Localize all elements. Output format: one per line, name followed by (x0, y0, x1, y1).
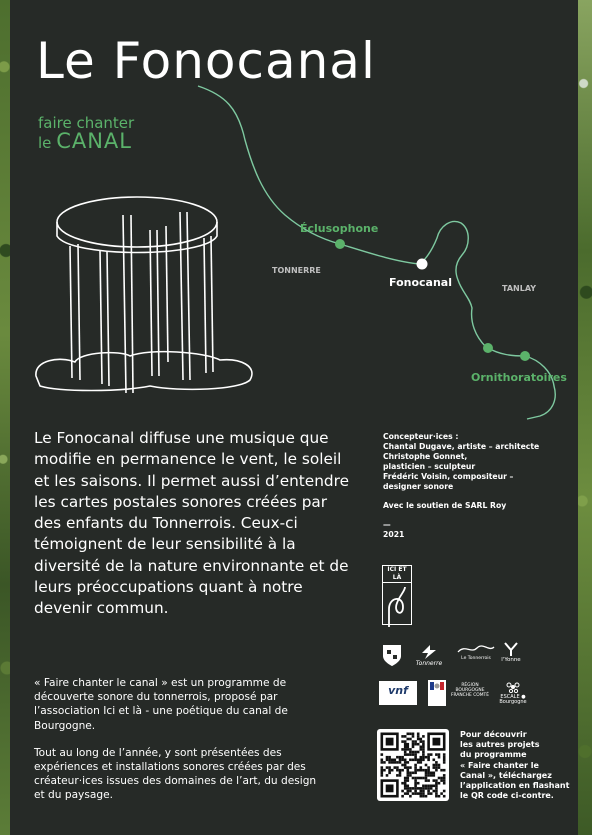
qr-instructions (460, 730, 570, 801)
qr-text-line4: « Faire chanter le (460, 760, 539, 770)
tonnerrois-logo-text: Le Tonnerrois (461, 656, 491, 661)
escale-logo-text: ESCALE ● Bourgogne (499, 694, 527, 705)
credits-support: Avec le soutien de SARL Roy (383, 501, 507, 510)
ici-et-la-mark-icon (383, 583, 410, 631)
credits-line4: Frédéric Voisin, compositeur – (383, 472, 514, 481)
stop-ornithoratoires-2 (520, 351, 530, 361)
tonnerrois-logo (457, 644, 495, 666)
credits-block (383, 432, 558, 540)
coat-of-arms-logo (380, 643, 404, 667)
coat-of-arms-icon (380, 643, 404, 667)
yonne-y-icon (504, 642, 518, 656)
intro-paragraph-1: « Faire chanter le canal » est un programme de découverte sonore du tonnerrois, proposé par l’association Ici et là - une poétique du canal de Bourgogne. (34, 677, 288, 732)
page-title: Le Fonocanal (36, 32, 376, 90)
vnf-logo-text: vnf (388, 684, 408, 697)
label-tonnerre: TONNERRE (272, 266, 321, 275)
qr-code-icon (377, 729, 449, 801)
qr-code[interactable] (377, 729, 449, 801)
tonnerre-logo-text: Tonnerre (415, 660, 443, 667)
yonne-logo-text: l'Yonne (501, 657, 521, 663)
qr-text-line5: Canal », téléchargez (460, 770, 552, 780)
label-fonocanal: Fonocanal (389, 276, 452, 289)
tonnerre-bolt-icon (420, 645, 438, 659)
intro-paragraph-2: Tout au long de l’année, y sont présentées des expériences et installations sonores créées par des créateur·ices issues des domaines de l’art, du design et du paysage. (34, 746, 317, 802)
credits-line3: plasticien – sculpteur (383, 462, 476, 471)
credits-line5: designer sonore (383, 482, 454, 491)
brand-line2-big: CANAL (56, 129, 132, 153)
fonocanal-drawing-icon (36, 197, 252, 393)
region-logo-text: RÉGION BOURGOGNE FRANCHE COMTÉ (451, 683, 489, 698)
credits-line1: Chantal Dugave, artiste – architecte (383, 442, 540, 451)
qr-text-line7: le QR code ci-contre. (460, 791, 554, 801)
credits-dash: — (383, 520, 391, 529)
qr-text-line1: Pour découvrir (460, 730, 527, 739)
qr-text-line3: du programme (460, 750, 527, 760)
region-logo (451, 683, 489, 707)
programme-intro (34, 676, 324, 803)
tonnerrois-wave-icon (457, 644, 495, 654)
label-ornithoratoires: Ornithoratoires (471, 371, 567, 384)
stop-fonocanal (417, 259, 428, 270)
escale-bourgogne-logo (492, 681, 534, 705)
yonne-logo (498, 642, 524, 666)
tonnerre-logo (408, 645, 450, 667)
vnf-logo (379, 681, 417, 705)
marianne-icon (428, 680, 446, 692)
credits-line2: Christophe Gonnet, (383, 452, 468, 461)
ici-et-la-logo (382, 565, 412, 625)
qr-text-line2: les autres projets (460, 740, 540, 750)
ici-et-la-logo-text: ICI ET LÀ (383, 566, 411, 583)
brand-line2-small: le (38, 134, 52, 152)
label-eclusophone: Éclusophone (300, 222, 379, 235)
brand-line1: faire chanter (38, 114, 135, 132)
credits-year: 2021 (383, 530, 405, 539)
credits-heading: Concepteur·ices : (383, 432, 459, 441)
label-tanlay: TANLAY (502, 284, 537, 293)
republique-logo (428, 680, 446, 706)
escale-flower-icon (505, 681, 521, 693)
main-description: Le Fonocanal diffuse une musique que modifie en permanence le vent, le soleil et les saisons. Il permet aussi d’entendre les cartes postales sonores créées par des enfants du Tonnerrois. Ceux-ci témoignent de leur sensibilité à la diversité de la nature environnante et de leurs préoccupations quant à notre devenir commun. (34, 429, 349, 618)
stop-ornithoratoires-1 (483, 343, 493, 353)
qr-text-line6: l’application en flashant (460, 781, 570, 791)
stop-eclusophone (335, 239, 345, 249)
